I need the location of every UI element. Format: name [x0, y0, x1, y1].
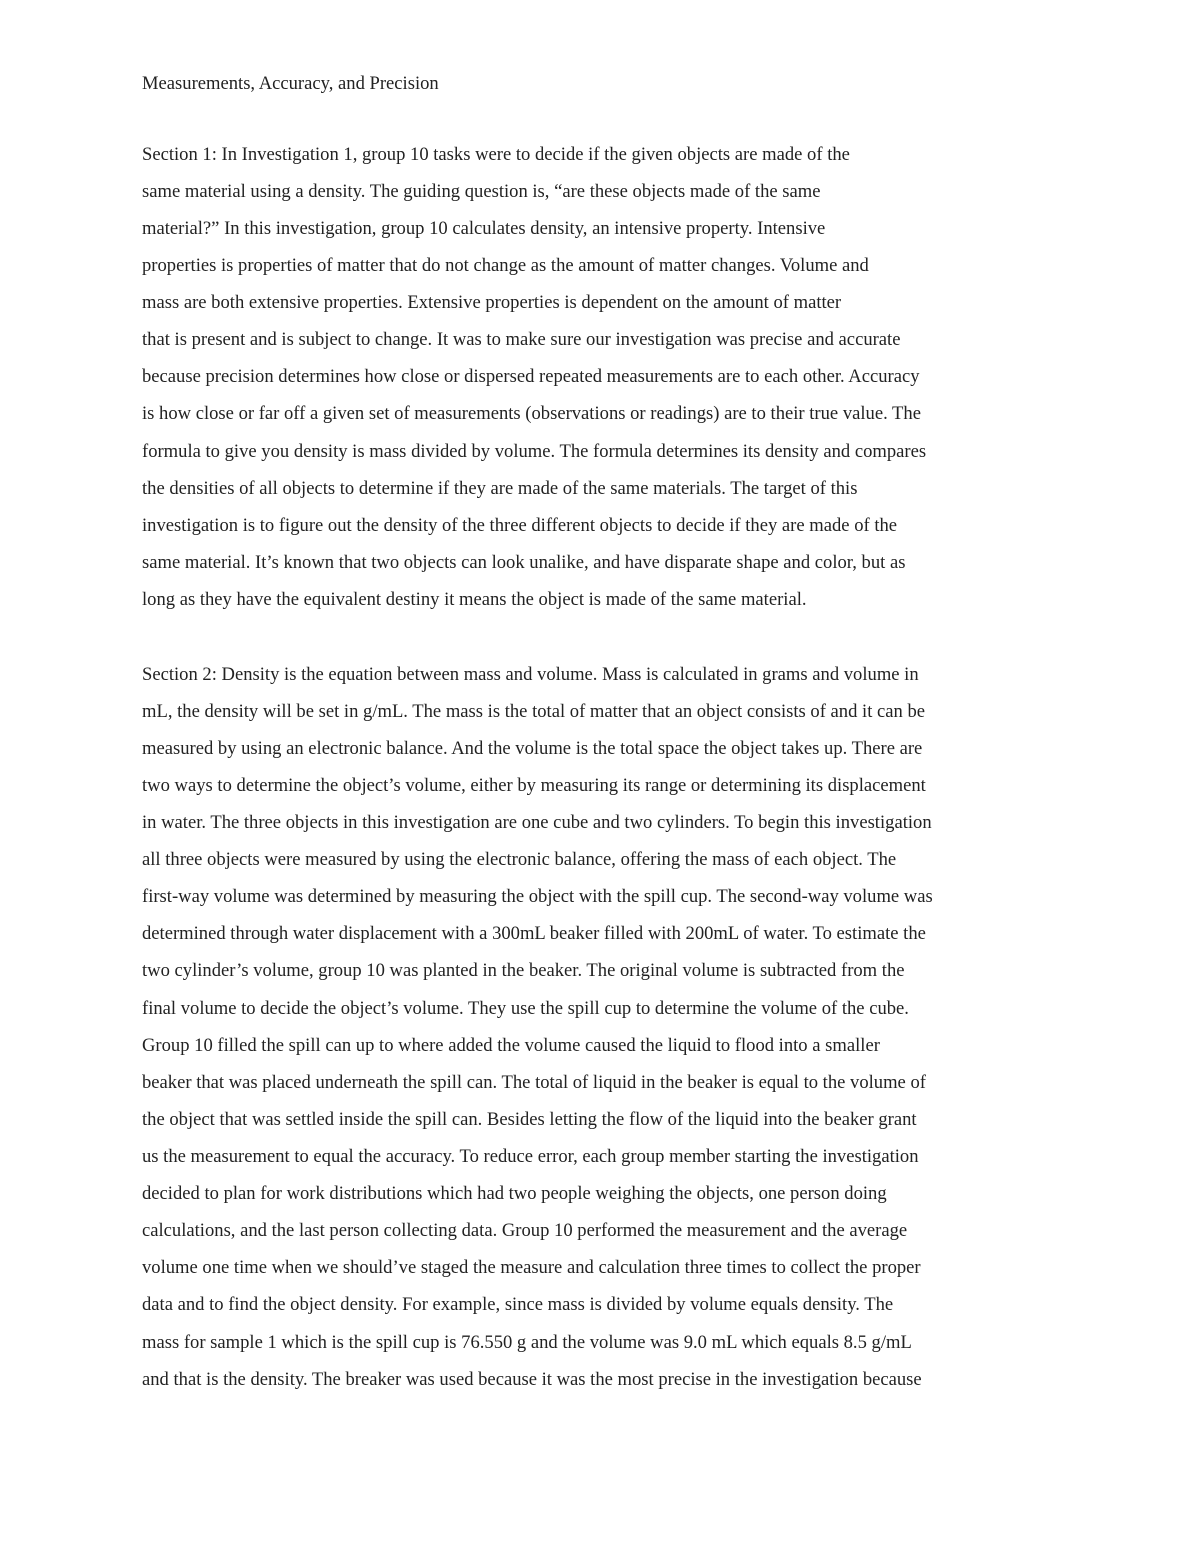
text-line: is how close or far off a given set of measurements (observations or readings) are to their true value. The: [142, 403, 921, 424]
text-line: mL, the density will be set in g/mL. The mass is the total of matter that an object consists of and it can be: [142, 701, 926, 722]
text-line: measured by using an electronic balance. And the volume is the total space the object takes up. There are: [142, 738, 923, 759]
text-line: and that is the density. The breaker was used because it was the most precise in the investigation because: [142, 1369, 922, 1390]
text-line: mass are both extensive properties. Extensive properties is dependent on the amount of matter: [142, 292, 842, 313]
text-line: the object that was settled inside the spill can. Besides letting the flow of the liquid into the beaker grant: [142, 1109, 917, 1130]
document-title: Measurements, Accuracy, and Precision: [142, 73, 439, 94]
text-line: because precision determines how close or dispersed repeated measurements are to each other. Accuracy: [142, 366, 920, 387]
text-line: Group 10 filled the spill can up to where added the volume caused the liquid to flood into a smaller: [142, 1035, 880, 1056]
text-line: Section 1: In Investigation 1, group 10 tasks were to decide if the given objects are made of the: [142, 144, 850, 165]
text-line: determined through water displacement with a 300mL beaker filled with 200mL of water. To estimate the: [142, 923, 926, 944]
text-line: volume one time when we should’ve staged the measure and calculation three times to collect the proper: [142, 1257, 921, 1278]
text-line: properties is properties of matter that do not change as the amount of matter changes. Volume and: [142, 255, 869, 276]
text-line: two ways to determine the object’s volume, either by measuring its range or determining its displacement: [142, 775, 926, 796]
text-line: us the measurement to equal the accuracy. To reduce error, each group member starting the investigation: [142, 1146, 919, 1167]
text-line: in water. The three objects in this investigation are one cube and two cylinders. To begin this investigation: [142, 812, 932, 833]
text-line: investigation is to figure out the density of the three different objects to decide if they are made of the: [142, 515, 898, 536]
text-line: decided to plan for work distributions which had two people weighing the objects, one person doing: [142, 1183, 887, 1204]
text-line: Section 2: Density is the equation between mass and volume. Mass is calculated in grams and volume in: [142, 664, 919, 685]
text-line: the densities of all objects to determine if they are made of the same materials. The target of this: [142, 478, 858, 499]
text-line: mass for sample 1 which is the spill cup is 76.550 g and the volume was 9.0 mL which equals 8.5 g/mL: [142, 1332, 912, 1353]
text-line: that is present and is subject to change. It was to make sure our investigation was precise and accurate: [142, 329, 901, 350]
text-line: long as they have the equivalent destiny it means the object is made of the same material.: [142, 589, 807, 610]
text-line: material?” In this investigation, group 10 calculates density, an intensive property. Intensive: [142, 218, 826, 239]
text-line: data and to find the object density. For example, since mass is divided by volume equals density. The: [142, 1294, 894, 1315]
text-line: calculations, and the last person collecting data. Group 10 performed the measurement and the average: [142, 1220, 908, 1241]
text-line: all three objects were measured by using the electronic balance, offering the mass of each object. The: [142, 849, 897, 870]
text-line: same material using a density. The guiding question is, “are these objects made of the same: [142, 181, 821, 202]
text-line: two cylinder’s volume, group 10 was planted in the beaker. The original volume is subtracted from the: [142, 960, 905, 981]
text-line: first-way volume was determined by measuring the object with the spill cup. The second-way volume was: [142, 886, 933, 907]
text-line: final volume to decide the object’s volume. They use the spill cup to determine the volume of the cube.: [142, 998, 909, 1019]
text-line: beaker that was placed underneath the spill can. The total of liquid in the beaker is equal to the volume of: [142, 1072, 926, 1093]
text-line: formula to give you density is mass divided by volume. The formula determines its density and compares: [142, 441, 927, 462]
text-line: same material. It’s known that two objects can look unalike, and have disparate shape and color, but as: [142, 552, 906, 573]
